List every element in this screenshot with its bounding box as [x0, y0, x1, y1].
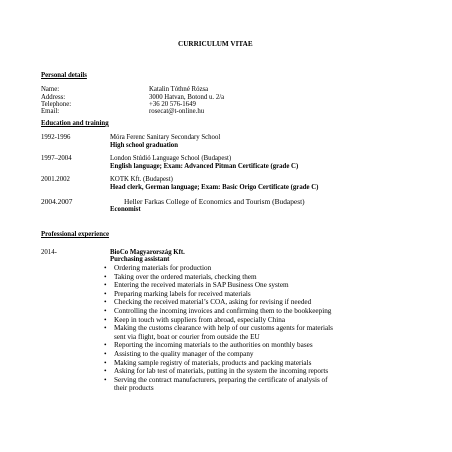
- duty-item: [104, 264, 333, 273]
- duty-item: [104, 298, 333, 307]
- duty-item: [104, 384, 333, 393]
- experience-years: 2014-: [41, 249, 57, 256]
- address-label: Address:: [41, 94, 66, 101]
- duty-text: Preparing marking labels for received materials: [114, 289, 251, 298]
- education-place: KOTK Kft. (Budapest): [110, 176, 173, 183]
- name-value: Katalin Tóthné Rózsa: [149, 86, 209, 93]
- duty-text: sent via flight, boat or courier from outside the EU: [114, 332, 260, 341]
- duty-item: [104, 273, 333, 282]
- duty-text: Reporting the incoming materials to the authorities on monthly bases: [114, 341, 313, 350]
- duty-text: Asking for lab test of materials, putting in the system the incoming reports: [114, 367, 329, 376]
- document-title: CURRICULUM VITAE: [178, 40, 253, 48]
- personal-details-heading: Personal details: [41, 72, 87, 79]
- bullet-icon: •: [104, 298, 107, 307]
- duty-item: [104, 324, 333, 333]
- bullet-icon: •: [104, 272, 107, 281]
- duty-item: [104, 350, 333, 359]
- email-value[interactable]: rosecat@t-online.hu: [149, 108, 205, 115]
- email-label: Email:: [41, 108, 60, 115]
- duty-text: Serving the contract manufacturers, preparing the certificate of analysis of: [114, 375, 328, 384]
- duty-text: Taking over the ordered materials, checking them: [114, 272, 257, 281]
- duty-text: Checking the received material’s COA, asking for revising if needed: [114, 298, 312, 307]
- duty-text: Entering the received materials in SAP Business One system: [114, 281, 289, 290]
- education-place: Móra Ferenc Sanitary Secondary School: [110, 134, 221, 141]
- duty-item: [104, 281, 333, 290]
- duty-item: [104, 290, 333, 299]
- bullet-icon: •: [104, 281, 107, 290]
- bullet-icon: •: [104, 289, 107, 298]
- bullet-icon: •: [104, 375, 107, 384]
- experience-company: BioCo Magyarország Kft.: [110, 249, 185, 256]
- duty-item: [104, 367, 333, 376]
- education-place: London Stúdió Language School (Budapest): [110, 155, 232, 162]
- education-place: Heller Farkas College of Economics and Tourism (Budapest): [124, 197, 305, 206]
- duty-item: [104, 316, 333, 325]
- bullet-icon: •: [104, 306, 107, 315]
- bullet-icon: •: [104, 349, 107, 358]
- telephone-label: Telephone:: [41, 101, 72, 108]
- duty-item: [104, 341, 333, 350]
- bullet-icon: •: [104, 315, 107, 324]
- duty-text: Assisting to the quality manager of the company: [114, 349, 254, 358]
- duty-item: [104, 376, 333, 385]
- duty-text: Ordering materials for production: [114, 264, 212, 272]
- telephone-value: +36 20 576-1649: [149, 101, 196, 108]
- bullet-icon: •: [104, 358, 107, 367]
- experience-heading: Professional experience: [41, 231, 110, 238]
- duty-text: Making the customs clearance with help of our customs agents for materials: [114, 324, 333, 333]
- bullet-icon: •: [104, 324, 107, 333]
- education-detail: Head clerk, German language; Exam: Basic Origo Certificate (grade C): [110, 184, 319, 191]
- duty-text: Controlling the incoming invoices and confirming them to the bookkeeping: [114, 306, 332, 315]
- education-detail: High school graduation: [110, 142, 178, 149]
- education-detail: Economist: [110, 206, 141, 213]
- duty-text: their products: [114, 384, 154, 393]
- duty-text: Keep in touch with suppliers from abroad, especially China: [114, 315, 286, 324]
- education-years: 2001.2002: [41, 176, 70, 183]
- experience-duties-list: [104, 264, 333, 393]
- education-years: 2004.2007: [41, 197, 73, 206]
- education-detail: English language; Exam: Advanced Pitman Certificate (grade C): [110, 163, 299, 170]
- experience-role: Purchasing assistant: [110, 256, 170, 263]
- bullet-icon: •: [104, 341, 107, 350]
- name-label: Name:: [41, 86, 60, 93]
- bullet-icon: •: [104, 367, 107, 376]
- education-heading: Education and training: [41, 120, 109, 127]
- bullet-icon: •: [104, 264, 107, 272]
- address-value: 3000 Hatvan, Botond u. 2/a: [149, 94, 225, 101]
- duty-text: Making sample registry of materials, products and packing materials: [114, 358, 312, 367]
- duty-item: [104, 307, 333, 316]
- education-years: 1997–2004: [41, 155, 72, 162]
- duty-item: [104, 359, 333, 368]
- duty-item: [104, 333, 333, 342]
- education-years: 1992-1996: [41, 134, 71, 141]
